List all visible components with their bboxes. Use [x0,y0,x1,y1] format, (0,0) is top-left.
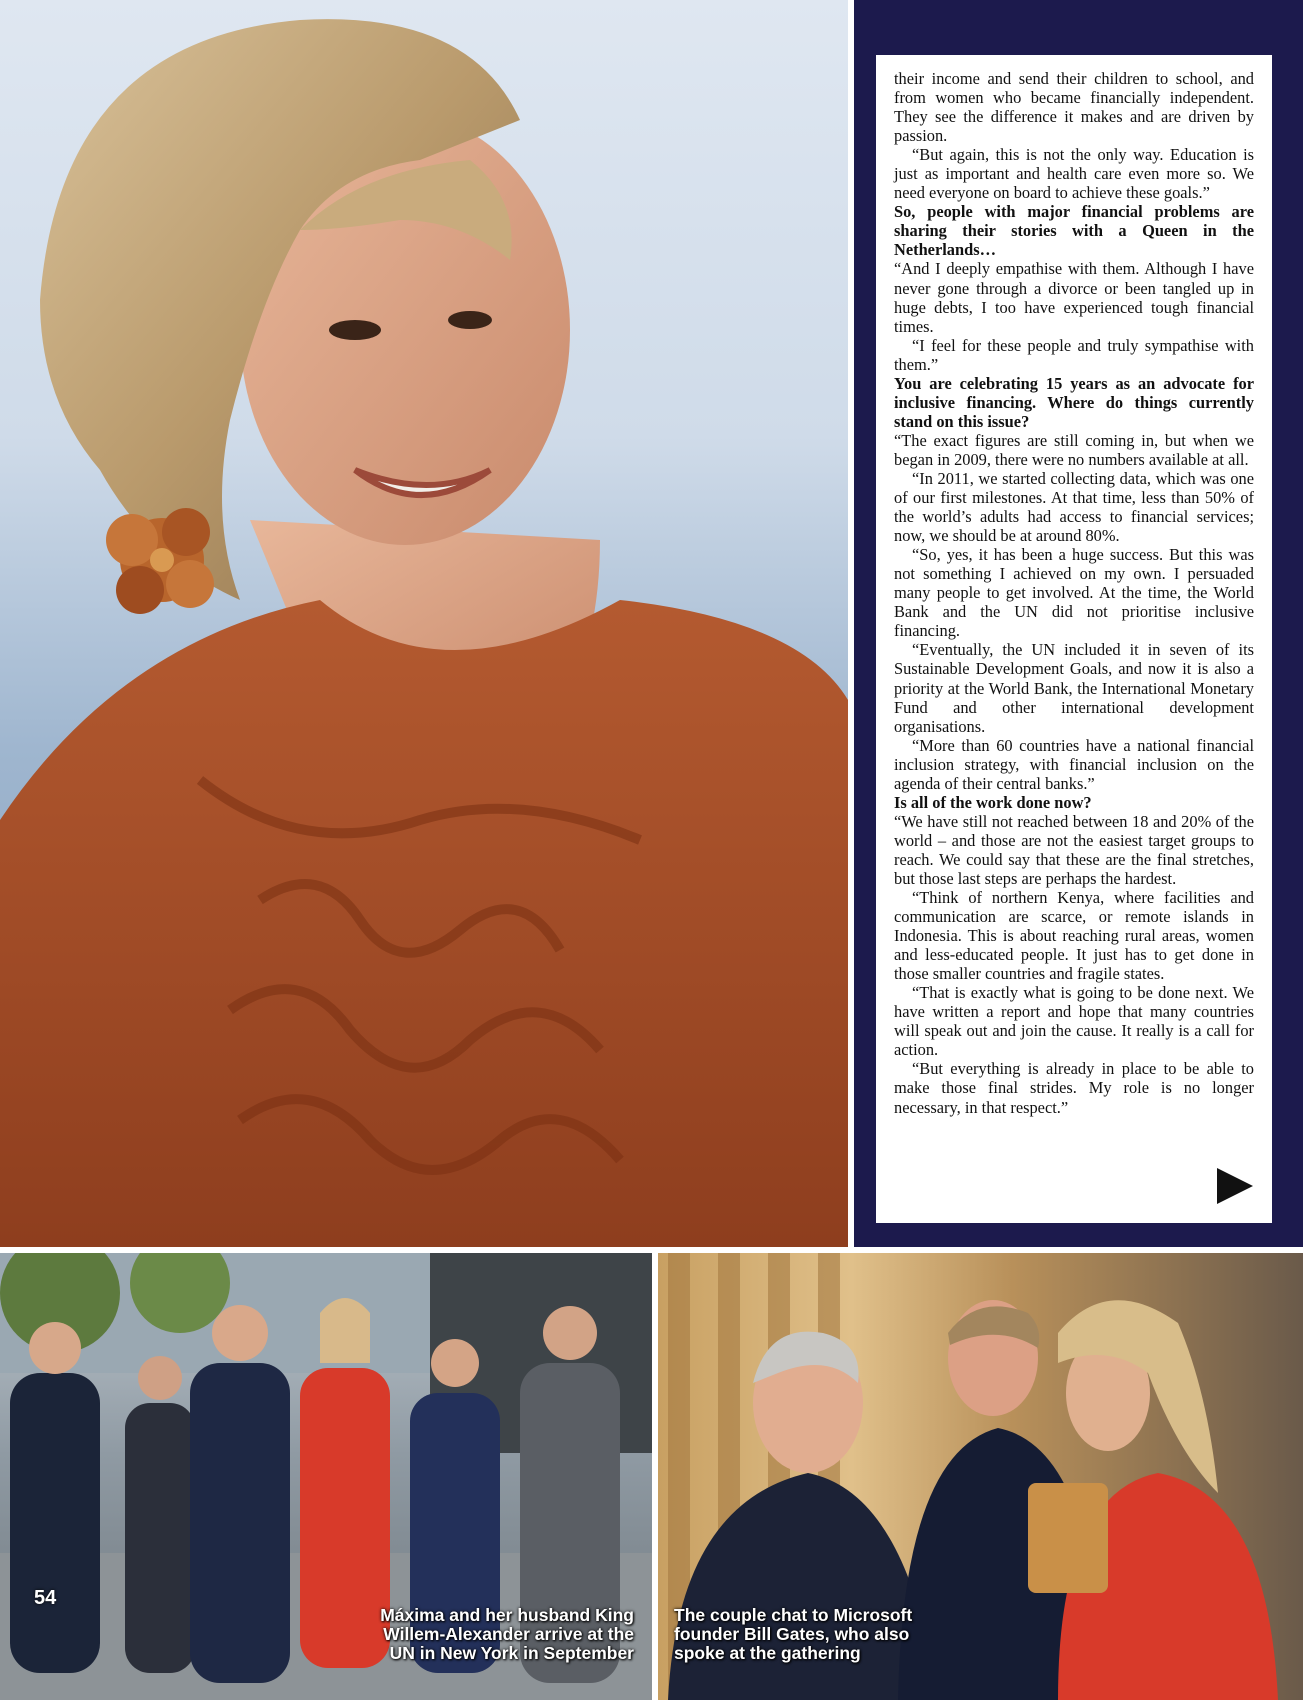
hero-portrait-photo [0,0,848,1247]
article-paragraph: “And I deeply empathise with them. Although I have never gone through a divorce or been tangled up in huge debts, I too have experienced tough financial times. [894,259,1254,336]
page-number: 54 [34,1587,57,1609]
caption-line: The couple chat to Microsoft [674,1605,913,1625]
article-paragraph: “The exact figures are still coming in, but when we began in 2009, there were no numbers available at all. [894,430,1254,469]
article-paragraph: “But everything is already in place to be able to make those final strides. My role is no longer necessary, in that respect.” [894,1059,1254,1117]
article-paragraph: “I feel for these people and truly sympathise with them.” [894,335,1254,374]
arrival-photo [0,1253,652,1700]
article-paragraph: “More than 60 countries have a national financial inclusion strategy, with financial inclusion on the agenda of their central banks.” [894,735,1254,793]
article-paragraph: “We have still not reached between 18 and 20% of the world – and those are not the easiest target groups to reach. We could say that these are the final stretches, but those last steps are perhaps the hardest. [894,811,1254,888]
play-triangle-icon [1217,1168,1253,1204]
interview-question: Is all of the work done now? [894,792,1092,812]
caption-line: Willem-Alexander arrive at the [383,1624,634,1644]
article-paragraph: “Eventually, the UN included it in seven of its Sustainable Development Goals, and now it is also a priority at the World Bank, the International Monetary Fund and other international development organisations. [894,640,1254,736]
caption-line: UN in New York in September [389,1643,634,1663]
article-text-column [876,55,1272,1223]
interview-question: You are celebrating 15 years as an advocate for inclusive financing. Where do things currently stand on this issue? [894,373,1254,431]
portrait-illustration [0,0,848,1247]
article-paragraph: “But again, this is not the only way. Education is just as important and health care even more so. We need everyone on board to achieve these goals.” [894,145,1254,203]
bill-gates-photo [658,1253,1303,1700]
article-paragraph: “That is exactly what is going to be done next. We have written a report and hope that many countries will speak out and join the cause. It really is a call for action. [894,983,1254,1060]
article-paragraph: “So, yes, it has been a huge success. But this was not something I achieved on my own. I persuaded many people to get involved. At the time, the World Bank and the UN did not prioritise inclusive financing. [894,545,1254,641]
caption-line: Máxima and her husband King [380,1605,634,1625]
article-paragraph: “In 2011, we started collecting data, which was one of our first milestones. At that time, less than 50% of the world’s adults had access to financial services; now, we should be at around 80%. [894,468,1254,546]
caption-bill-gates [674,1606,974,1663]
caption-arrival [334,1606,634,1663]
caption-line: founder Bill Gates, who also [674,1624,910,1644]
article-paragraph: “Think of northern Kenya, where facilities and communication are scarce, or remote islands in Indonesia. This is about reaching rural areas, women and less-educated people. It just has to get done in those smaller countries and fragile states. [894,888,1254,984]
article-paragraph: their income and send their children to school, and from women who became financially independent. They see the difference it makes and are driven by passion. [894,69,1254,146]
caption-line: spoke at the gathering [674,1643,861,1663]
interview-question: So, people with major financial problems are sharing their stories with a Queen in the Netherlands… [894,202,1254,260]
